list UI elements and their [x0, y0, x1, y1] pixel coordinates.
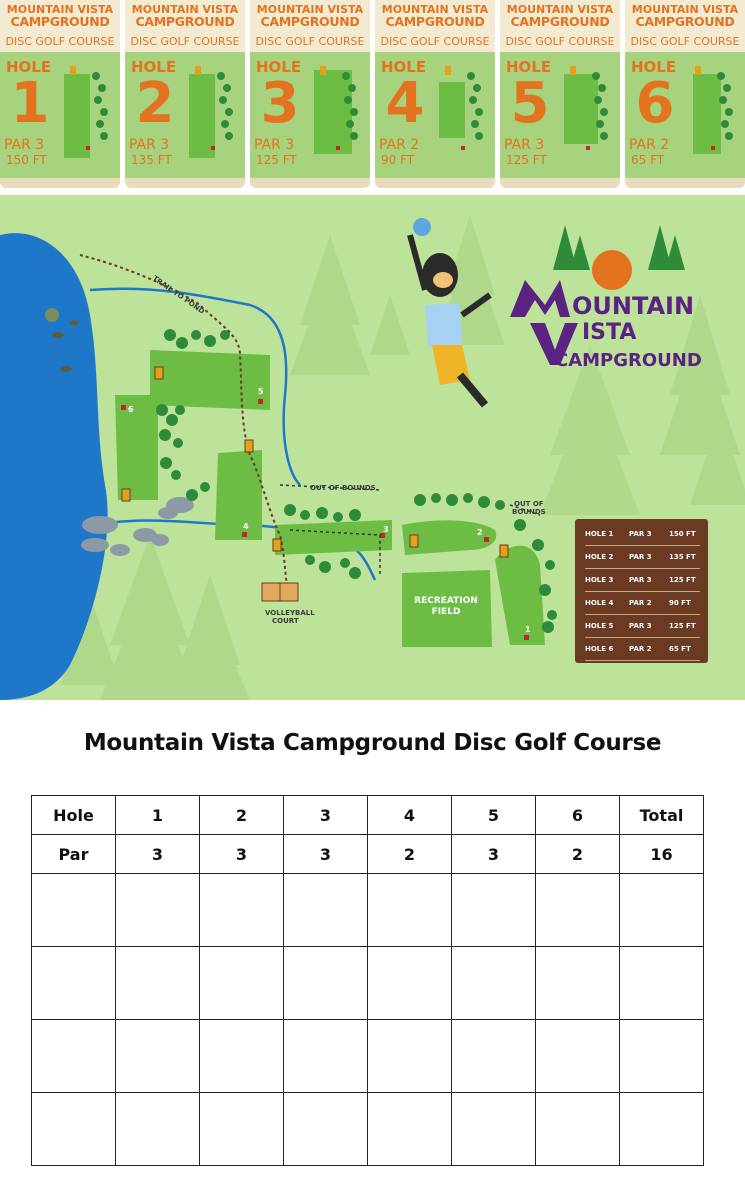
score-cell[interactable] — [116, 874, 200, 947]
legend-hole: HOLE 1 — [585, 530, 614, 538]
card-title-line1: MOUNTAIN VISTA — [631, 3, 739, 16]
card-distance: 125 FT — [256, 153, 297, 167]
score-cell[interactable] — [200, 947, 284, 1020]
card-hole-diagram — [556, 56, 616, 174]
score-cell[interactable] — [368, 874, 452, 947]
card-title-line2: CAMPGROUND — [635, 14, 735, 29]
map-hole-1: 1 — [525, 625, 531, 634]
score-cell[interactable] — [536, 1020, 620, 1093]
score-cell[interactable] — [284, 1093, 368, 1166]
card-strip — [625, 178, 745, 188]
court-label: COURT — [272, 617, 299, 625]
hole-card-2 — [125, 0, 245, 188]
card-hole-diagram — [56, 56, 116, 174]
legend-distance: 125 FT — [669, 622, 696, 630]
par-cell: 2 — [368, 835, 452, 874]
out-of-bounds-label: OUT OF BOUNDS — [310, 484, 376, 492]
legend-par: PAR 2 — [629, 599, 652, 607]
score-cell[interactable] — [368, 1093, 452, 1166]
card-title-line1: MOUNTAIN VISTA — [506, 3, 614, 16]
legend-distance: 125 FT — [669, 576, 696, 584]
score-cell[interactable] — [116, 947, 200, 1020]
score-row — [32, 1093, 704, 1166]
score-cell[interactable] — [32, 874, 116, 947]
card-title-line2: CAMPGROUND — [135, 14, 235, 29]
legend-row — [585, 546, 700, 569]
card-subtitle: DISC GOLF COURSE — [380, 35, 490, 48]
out-of-bounds-label-2a: OUT OF — [514, 500, 544, 508]
score-cell[interactable] — [536, 947, 620, 1020]
legend-row — [585, 615, 700, 638]
card-par: PAR 2 — [379, 137, 420, 153]
card-hole-label: HOLE — [381, 58, 427, 76]
hole-legend — [575, 519, 708, 663]
legend-par: PAR 3 — [629, 553, 652, 561]
card-distance: 90 FT — [381, 153, 415, 167]
legend-distance: 135 FT — [669, 553, 696, 561]
card-strip — [375, 178, 495, 188]
card-hole-number: 6 — [635, 71, 675, 136]
par-cell: 2 — [536, 835, 620, 874]
card-hole-diagram — [431, 56, 491, 174]
card-hole-diagram — [306, 56, 366, 174]
par-cell: 16 — [620, 835, 704, 874]
legend-distance: 90 FT — [669, 599, 691, 607]
card-title-line1: MOUNTAIN VISTA — [381, 3, 489, 16]
par-cell: 3 — [452, 835, 536, 874]
card-hole-number: 4 — [385, 71, 425, 136]
card-strip — [500, 178, 620, 188]
score-cell[interactable] — [368, 947, 452, 1020]
hole-cell: Total — [620, 796, 704, 835]
score-cell[interactable] — [620, 947, 704, 1020]
card-subtitle: DISC GOLF COURSE — [5, 35, 115, 48]
card-title-line1: MOUNTAIN VISTA — [131, 3, 239, 16]
legend-distance: 150 FT — [669, 530, 696, 538]
hole-cell: 4 — [368, 796, 452, 835]
trail-label: TRAIL TO POND — [151, 274, 206, 316]
score-row — [32, 947, 704, 1020]
legend-row — [585, 569, 700, 592]
legend-row — [585, 523, 700, 546]
map-hole-4: 4 — [243, 522, 249, 531]
hole-cell: Hole — [32, 796, 116, 835]
card-hole-number: 5 — [510, 71, 550, 136]
card-hole-label: HOLE — [631, 58, 677, 76]
map-hole-2: 2 — [477, 528, 483, 537]
legend-par: PAR 3 — [629, 622, 652, 630]
hole-cell: 1 — [116, 796, 200, 835]
card-hole-diagram — [181, 56, 241, 174]
score-cell[interactable] — [284, 1020, 368, 1093]
score-cell[interactable] — [32, 947, 116, 1020]
score-row — [32, 1020, 704, 1093]
card-strip — [0, 178, 120, 188]
score-cell[interactable] — [200, 1093, 284, 1166]
card-hole-label: HOLE — [6, 58, 52, 76]
score-cell[interactable] — [452, 1020, 536, 1093]
hole-card-4 — [375, 0, 495, 188]
card-distance: 150 FT — [6, 153, 47, 167]
logo-line1: OUNTAIN — [572, 292, 695, 320]
card-hole-label: HOLE — [506, 58, 552, 76]
recreation-label: RECREATION — [414, 596, 478, 606]
score-cell[interactable] — [200, 1020, 284, 1093]
volleyball-label: VOLLEYBALL — [265, 609, 315, 617]
map-hole-5: 5 — [258, 387, 264, 396]
par-cell: Par — [32, 835, 116, 874]
score-cell[interactable] — [452, 874, 536, 947]
legend-row — [585, 592, 700, 615]
hole-row — [32, 796, 704, 835]
hole-card-5 — [500, 0, 620, 188]
card-title-line2: CAMPGROUND — [260, 14, 360, 29]
map-hole-3: 3 — [383, 525, 389, 534]
par-cell: 3 — [200, 835, 284, 874]
score-cell[interactable] — [620, 874, 704, 947]
card-title-line1: MOUNTAIN VISTA — [6, 3, 114, 16]
card-subtitle: DISC GOLF COURSE — [255, 35, 365, 48]
score-cell[interactable] — [116, 1020, 200, 1093]
hole-cell: 2 — [200, 796, 284, 835]
hole-card-3 — [250, 0, 370, 188]
score-row — [32, 874, 704, 947]
card-hole-diagram — [681, 56, 741, 174]
field-label: FIELD — [431, 607, 461, 617]
card-subtitle: DISC GOLF COURSE — [130, 35, 240, 48]
par-cell: 3 — [116, 835, 200, 874]
card-distance: 125 FT — [506, 153, 547, 167]
score-cell[interactable] — [620, 1020, 704, 1093]
score-cell[interactable] — [620, 1093, 704, 1166]
card-subtitle: DISC GOLF COURSE — [505, 35, 615, 48]
par-cell: 3 — [284, 835, 368, 874]
score-cell[interactable] — [32, 1020, 116, 1093]
hole-card-6 — [625, 0, 745, 188]
card-distance: 65 FT — [631, 153, 665, 167]
score-cell[interactable] — [536, 874, 620, 947]
card-strip — [250, 178, 370, 188]
card-par: PAR 3 — [504, 137, 545, 153]
card-title-line1: MOUNTAIN VISTA — [256, 3, 364, 16]
card-hole-label: HOLE — [131, 58, 177, 76]
legend-hole: HOLE 5 — [585, 622, 614, 630]
legend-hole: HOLE 6 — [585, 645, 614, 653]
par-row — [32, 835, 704, 874]
hole-cell: 6 — [536, 796, 620, 835]
card-strip — [125, 178, 245, 188]
score-cell[interactable] — [452, 947, 536, 1020]
score-cell[interactable] — [32, 1093, 116, 1166]
legend-hole: HOLE 2 — [585, 553, 614, 561]
score-cell[interactable] — [284, 874, 368, 947]
card-par: PAR 3 — [4, 137, 45, 153]
card-title-line2: CAMPGROUND — [10, 14, 110, 29]
card-par: PAR 2 — [629, 137, 670, 153]
logo-line2: ISTA — [582, 320, 637, 345]
card-par: PAR 3 — [254, 137, 295, 153]
card-par: PAR 3 — [129, 137, 170, 153]
hole-cell: 5 — [452, 796, 536, 835]
logo-line3: CAMPGROUND — [555, 350, 702, 371]
score-cell[interactable] — [116, 1093, 200, 1166]
legend-par: PAR 3 — [629, 530, 652, 538]
scorecard-table — [31, 795, 704, 1166]
score-cell[interactable] — [368, 1020, 452, 1093]
hole-cell: 3 — [284, 796, 368, 835]
score-cell[interactable] — [536, 1093, 620, 1166]
card-hole-label: HOLE — [256, 58, 302, 76]
legend-par: PAR 3 — [629, 576, 652, 584]
card-title-line2: CAMPGROUND — [385, 14, 485, 29]
card-hole-number: 3 — [260, 71, 300, 136]
map-hole-6: 6 — [128, 405, 134, 414]
card-hole-number: 1 — [10, 71, 50, 136]
card-title-line2: CAMPGROUND — [510, 14, 610, 29]
hole-card-1 — [0, 0, 120, 188]
card-hole-number: 2 — [135, 71, 175, 136]
out-of-bounds-label-2b: BOUNDS — [512, 508, 546, 516]
card-subtitle: DISC GOLF COURSE — [630, 35, 740, 48]
legend-hole: HOLE 3 — [585, 576, 614, 584]
legend-row — [585, 638, 700, 661]
score-cell[interactable] — [200, 874, 284, 947]
card-distance: 135 FT — [131, 153, 172, 167]
legend-distance: 65 FT — [669, 645, 691, 653]
legend-hole: HOLE 4 — [585, 599, 614, 607]
scorecard-title: Mountain Vista Campground Disc Golf Course — [83, 730, 662, 756]
score-cell[interactable] — [284, 947, 368, 1020]
score-cell[interactable] — [452, 1093, 536, 1166]
legend-par: PAR 2 — [629, 645, 652, 653]
